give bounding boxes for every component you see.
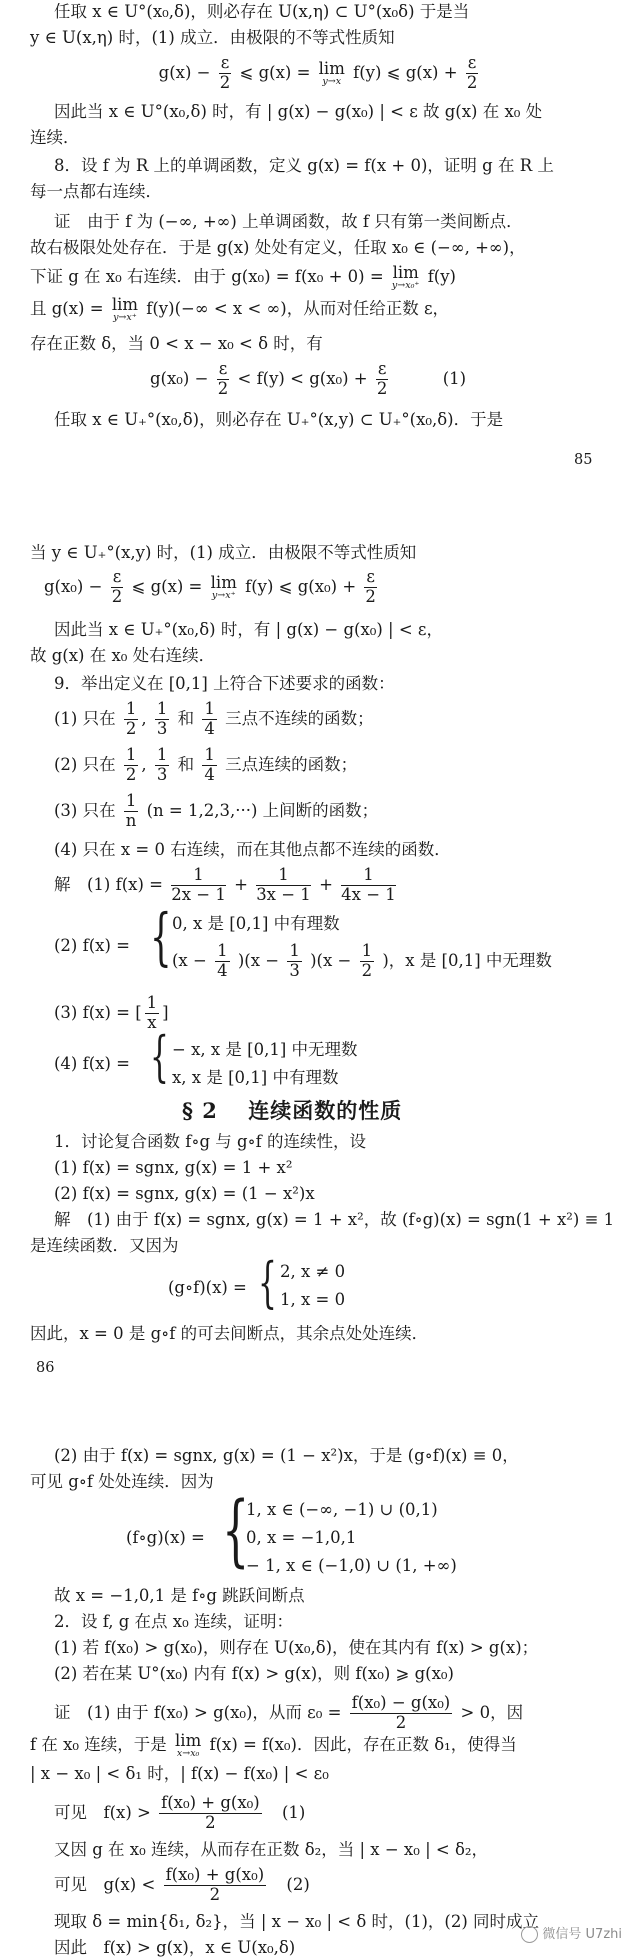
equation-right-limit: g(x₀) − $\frac{\varepsilon}{2}$ ⩽ g(x) = lim y→x⁺ f(y) ⩽ g(x₀) + $\frac{\varepsilon}{2}$ [44,567,376,606]
piecewise-row: 0, x = −1,0,1 [246,1528,357,1547]
brace-symbol: { [222,1486,250,1576]
wechat-icon [521,1926,538,1943]
text-line: 任取 x ∈ U°(x₀,δ)，则必存在 U(x,η) ⊂ U°(x₀δ) 于是当 [54,2,470,21]
equation-limit-inequality: g(x) − $\frac{\varepsilon}{2}$ ⩽ g(x) = lim y→x f(y) ⩽ g(x) + $\frac{\varepsilon}{2}$ [158,53,478,92]
page-number: 85 [574,452,593,468]
page-number: 86 [36,1360,55,1376]
text-line: | x − x₀ | < δ₁ 时，| f(x) − f(x₀) | < ε₀ [30,1764,329,1783]
text-line: 下证 g 在 x₀ 右连续．由于 g(x₀) = f(x₀ + 0) = lim y→x₀⁺ f(y) [30,263,456,292]
wechat-watermark: 微信号 U7zhi [521,1923,622,1943]
piecewise-row: 1, x ∈ (−∞, −1) ∪ (0,1) [246,1500,438,1519]
text-line: (1) 若 f(x₀) > g(x₀)，则存在 U(x₀,δ)，使在其内有 f(x) > g(x)； [54,1638,539,1657]
solution-3: (3) f(x) = [ $\frac{1}{x}$ ] [54,993,169,1032]
solution-1: 解 (1) f(x) = $\frac{1}{2x - 1}$ + $\frac{1}{3x - 1}$ + $\frac{1}{4x - 1}$ [54,865,396,904]
requirement-4: (4) 只在 x = 0 右连续，而在其他点都不连续的函数． [54,840,451,859]
text-line: 且 g(x) = lim y→x⁺ f(y)(−∞ < x < ∞)，从而对任给正数 ε， [30,295,449,324]
proof-line: 证 由于 f 为 (−∞, +∞) 上单调函数，故 f 只有第一类间断点． [54,212,523,231]
piecewise-row: 2, x ≠ 0 [280,1262,346,1281]
text-line: 可见 g∘f 处处连续．因为 [30,1472,214,1491]
solution-2-label: (2) f(x) = [54,936,130,955]
text-line: 因此当 x ∈ U₊°(x₀,δ) 时，有 | g(x) − g(x₀) | < ε， [54,620,443,639]
inequality-2: 可见 g(x) < $\frac{\text{f(x₀) + g(x₀)}}{2}$ (2) [54,1865,310,1904]
piecewise-row: − 1, x ∈ (−1,0) ∪ (1, +∞) [246,1556,457,1575]
inequality-1: 可见 f(x) > $\frac{\text{f(x₀) + g(x₀)}}{2}$ (1) [54,1793,306,1832]
gof-label: (g∘f)(x) = [168,1278,247,1297]
text-line: 故右极限处处存在．于是 g(x) 处处有定义，任取 x₀ ∈ (−∞, +∞)， [30,238,526,257]
text-line: y ∈ U(x,η) 时，(1) 成立．由极限的不等式性质知 [30,28,395,47]
text-line: 当 y ∈ U₊°(x,y) 时，(1) 成立．由极限不等式性质知 [30,543,417,562]
text-line: 故 g(x) 在 x₀ 处右连续． [30,646,216,665]
section-heading: § 2 连续函数的性质 [182,1098,403,1123]
text-line: 因此，x = 0 是 g∘f 的可去间断点，其余点处处连续． [30,1324,429,1343]
text-line: 每一点都右连续． [30,182,162,201]
text-line: (2) 若在某 U°(x₀) 内有 f(x) > g(x)，则 f(x₀) ⩾ g(x₀) [54,1664,454,1683]
text-line: 故 x = −1,0,1 是 f∘g 跳跃间断点 [54,1586,305,1605]
piecewise-row: x, x 是 [0,1] 中有理数 [172,1068,339,1087]
text-line: 现取 δ = min{δ₁, δ₂}，当 | x − x₀ | < δ 时，(1)，(2) 同时成立 [54,1912,540,1931]
exercise-8-statement: 8．设 f 为 R 上的单调函数，定义 g(x) = f(x + 0)，证明 g 在 R 上 [54,156,554,175]
requirement-2: (2) 只在 $\frac{1}{2}$ , $\frac{1}{3}$ 和 $\frac{1}{4}$ 三点连续的函数； [54,745,358,784]
brace-symbol: { [150,900,172,973]
text-line: 连续． [30,128,80,147]
piecewise-row: 1, x = 0 [280,1290,346,1309]
exercise-1-statement: 1．讨论复合函数 f∘g 与 g∘f 的连续性，设 [54,1132,366,1151]
text-line: f 在 x₀ 连续，于是 lim x→x₀ f(x) = f(x₀)．因此，存在正数 δ₁，使得当 [30,1731,517,1760]
requirement-3: (3) 只在 $\frac{1}{n}$ (n = 1,2,3,···) 上间断的函数； [54,791,379,830]
piecewise-row: 0, x 是 [0,1] 中有理数 [172,914,340,933]
piecewise-row: − x, x 是 [0,1] 中无理数 [172,1040,358,1059]
text-line: (1) f(x) = sgnx, g(x) = 1 + x² [54,1158,293,1177]
solution-line: 解 (1) 由于 f(x) = sgnx, g(x) = 1 + x²，故 (f∘g)(x) = sgn(1 + x²) ≡ 1 [54,1210,615,1229]
text-line: 任取 x ∈ U₊°(x₀,δ)，则必存在 U₊°(x,y) ⊂ U₊°(x₀,δ)．于是 [54,410,504,429]
solution-4-label: (4) f(x) = [54,1054,130,1073]
text-line: 是连续函数．又因为 [30,1236,179,1255]
exercise-9-statement: 9．举出定义在 [0,1] 上符合下述要求的函数： [54,674,395,693]
brace-symbol: { [258,1251,277,1314]
text-line: (2) f(x) = sgnx, g(x) = (1 − x²)x [54,1184,315,1203]
text-line: (2) 由于 f(x) = sgnx, g(x) = (1 − x²)x，于是 (g∘f)(x) ≡ 0， [54,1446,519,1465]
equation-1: g(x₀) − $\frac{\varepsilon}{2}$ < f(y) < g(x₀) + $\frac{\varepsilon}{2}$ (1) [150,359,467,398]
brace-symbol: { [150,1025,169,1088]
text-line: 因此当 x ∈ U°(x₀,δ) 时，有 | g(x) − g(x₀) | < ε 故 g(x) 在 x₀ 处 [54,102,543,121]
fog-label: (f∘g)(x) = [126,1528,205,1547]
exercise-2-statement: 2．设 f, g 在点 x₀ 连续，证明： [54,1612,293,1631]
requirement-1: (1) 只在 $\frac{1}{2}$ , $\frac{1}{3}$ 和 $\frac{1}{4}$ 三点不连续的函数； [54,699,374,738]
piecewise-row: (x − $\frac{1}{4}$ )(x − $\frac{1}{3}$ )(x − $\frac{1}{2}$ )，x 是 [0,1] 中无理数 [172,941,552,980]
proof-line: 证 (1) 由于 f(x₀) > g(x₀)，从而 ε₀ = $\frac{\text{f(x₀) − g(x₀)}}{2}$ > 0，因 [54,1693,524,1732]
text-line: 又因 g 在 x₀ 连续，从而存在正数 δ₂，当 | x − x₀ | < δ₂， [54,1840,489,1859]
text-line: 存在正数 δ，当 0 < x − x₀ < δ 时，有 [30,334,323,353]
text-line: 因此 f(x) > g(x)，x ∈ U(x₀,δ) [54,1938,296,1957]
